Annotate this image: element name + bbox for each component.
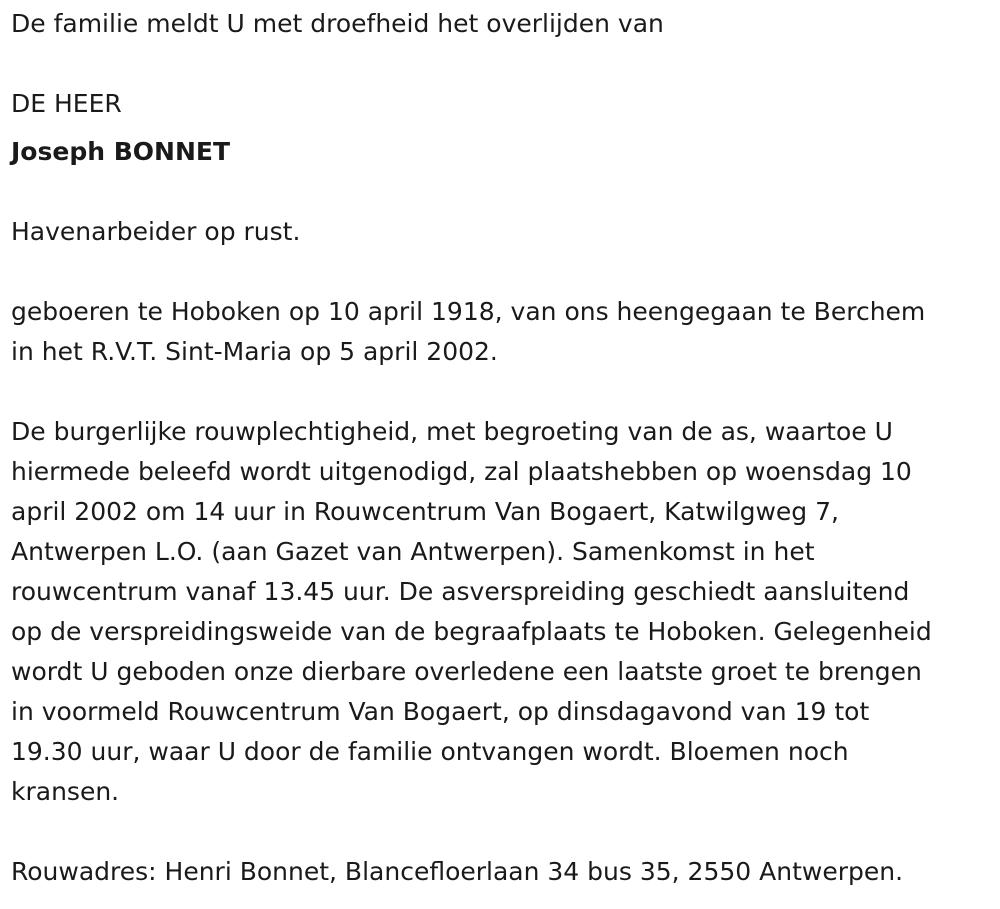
paragraph-line: 19.30 uur, waar U door de familie ontvangen wordt. Bloemen noch xyxy=(11,737,849,766)
paragraph-line: wordt U geboden onze dierbare overledene een laatste groet te brengen xyxy=(11,657,922,686)
deceased-name: Joseph BONNET xyxy=(11,137,230,166)
paragraph-line: in voormeld Rouwcentrum Van Bogaert, op dinsdagavond van 19 tot xyxy=(11,697,870,726)
paragraph-line: hiermede beleefd wordt uitgenodigd, zal plaatshebben op woensdag 10 xyxy=(11,457,912,486)
mourning-address: Rouwadres: Henri Bonnet, Blancefloerlaan 34 bus 35, 2550 Antwerpen. xyxy=(11,857,904,886)
ceremony-paragraph xyxy=(11,412,996,812)
death-notice xyxy=(11,4,996,892)
spacer xyxy=(11,44,996,84)
paragraph-line: De burgerlijke rouwplechtigheid, met begroeting van de as, waartoe U xyxy=(11,417,893,446)
paragraph-line: kransen. xyxy=(11,777,120,806)
paragraph-line: Antwerpen L.O. (aan Gazet van Antwerpen). Samenkomst in het xyxy=(11,537,815,566)
spacer xyxy=(11,812,996,852)
occupation: Havenarbeider op rust. xyxy=(11,217,301,246)
spacer xyxy=(11,252,996,292)
spacer xyxy=(11,172,996,212)
paragraph-line: april 2002 om 14 uur in Rouwcentrum Van Bogaert, Katwilgweg 7, xyxy=(11,497,839,526)
paragraph-line: rouwcentrum vanaf 13.45 uur. De asverspreiding geschiedt aansluitend xyxy=(11,577,910,606)
spacer xyxy=(11,372,996,412)
paragraph-line: in het R.V.T. Sint-Maria op 5 april 2002. xyxy=(11,337,498,366)
birth-death-paragraph xyxy=(11,292,996,372)
intro-text: De familie meldt U met droefheid het overlijden van xyxy=(11,9,664,38)
paragraph-line: op de verspreidingsweide van de begraafplaats te Hoboken. Gelegenheid xyxy=(11,617,932,646)
honorific: DE HEER xyxy=(11,89,122,118)
paragraph-line: geboeren te Hoboken op 10 april 1918, van ons heengegaan te Berchem xyxy=(11,297,926,326)
